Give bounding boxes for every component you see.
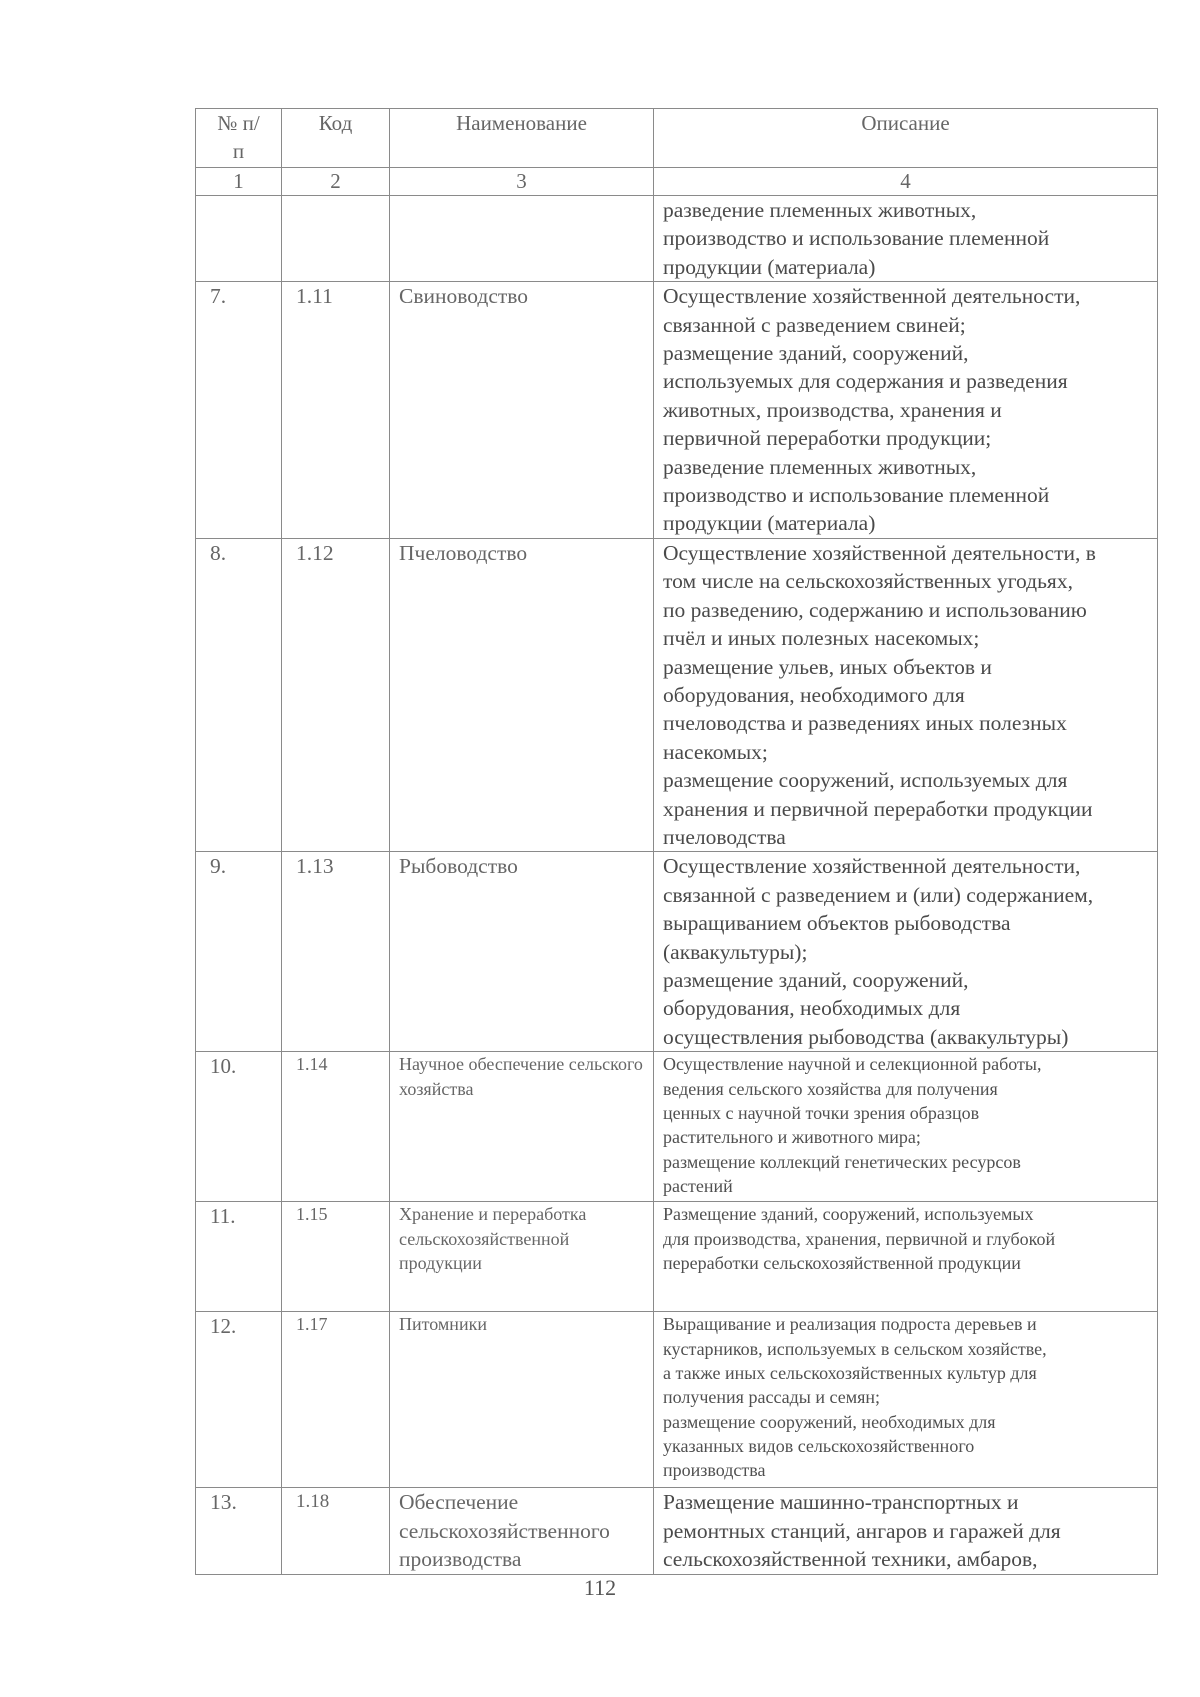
table-row [196, 1202, 1158, 1312]
description-line: указанных видов сельскохозяйственного [663, 1435, 975, 1456]
description-line: получения рассады и семян; [663, 1387, 881, 1408]
description-line: насекомых; [663, 739, 768, 764]
description-line: связанной с разведением свиней; [663, 312, 966, 337]
table-row [196, 196, 1158, 282]
row-number: 13. [196, 1488, 282, 1574]
row-code: 1.12 [282, 538, 390, 851]
table-row [196, 1052, 1158, 1202]
description-line: пчеловодства [663, 824, 786, 849]
row-number [196, 196, 282, 282]
description-line: животных, производства, хранения и [663, 397, 1002, 422]
description-line: для производства, хранения, первичной и глубокой [663, 1228, 1056, 1249]
row-name: Рыбоводство [390, 852, 654, 1052]
description-line: первичной переработки продукции; [663, 426, 992, 451]
description-line: используемых для содержания и разведения [663, 369, 1068, 394]
description-line: Осуществление хозяйственной деятельности, [663, 284, 1081, 309]
description-line: по разведению, содержанию и использованию [663, 597, 1087, 622]
row-name: Питомники [390, 1312, 654, 1488]
table-row [196, 282, 1158, 539]
description-line: продукции (материала) [663, 511, 876, 536]
row-description [654, 196, 1158, 282]
row-number: 9. [196, 852, 282, 1052]
row-number: 10. [196, 1052, 282, 1202]
description-line: разведение племенных животных, [663, 198, 977, 222]
description-line: оборудования, необходимого для [663, 682, 965, 707]
description-line: Размещение зданий, сооружений, используемых [663, 1204, 1034, 1225]
row-number: 11. [196, 1202, 282, 1312]
description-line: размещение сооружений, необходимых для [663, 1411, 996, 1432]
column-number: 3 [390, 168, 654, 196]
row-code [282, 196, 390, 282]
row-number: 7. [196, 282, 282, 539]
header-num: № п/п [196, 109, 282, 168]
description-line: осуществления рыбоводства (аквакультуры) [663, 1024, 1069, 1049]
row-name: Обеспечение сельскохозяйственного производства [390, 1488, 654, 1574]
description-line: переработки сельскохозяйственной продукции [663, 1252, 1021, 1273]
description-line: хранения и первичной переработки продукции [663, 796, 1093, 821]
description-line: (аквакультуры); [663, 939, 808, 964]
description-line: разведение племенных животных, [663, 454, 977, 479]
row-name: Свиноводство [390, 282, 654, 539]
row-code: 1.18 [282, 1488, 390, 1574]
row-description [654, 1488, 1158, 1574]
row-name: Хранение и переработка сельскохозяйственной продукции [390, 1202, 654, 1312]
description-line: а также иных сельскохозяйственных культур для [663, 1362, 1037, 1383]
header-row [196, 109, 1158, 168]
page-number: 112 [583, 1575, 617, 1600]
row-name: Пчеловодство [390, 538, 654, 851]
table-row [196, 852, 1158, 1052]
header-desc: Описание [654, 109, 1158, 168]
description-line: размещение зданий, сооружений, [663, 967, 969, 992]
description-line: выращиванием объектов рыбоводства [663, 911, 1011, 936]
row-code: 1.17 [282, 1312, 390, 1488]
description-line: Осуществление хозяйственной деятельности, в [663, 540, 1096, 565]
description-line: ценных с научной точки зрения образцов [663, 1102, 980, 1123]
description-line: сельскохозяйственной техники, амбаров, [663, 1547, 1038, 1572]
description-line: Размещение машинно-транспортных и [663, 1490, 1019, 1515]
table-row [196, 538, 1158, 851]
description-line: кустарников, используемых в сельском хозяйстве, [663, 1338, 1047, 1359]
row-name [390, 196, 654, 282]
description-line: связанной с разведением и (или) содержанием, [663, 882, 1094, 907]
description-line: растительного и животного мира; [663, 1127, 921, 1148]
row-code: 1.13 [282, 852, 390, 1052]
description-line: пчеловодства и разведениях иных полезных [663, 711, 1067, 736]
description-line: Осуществление хозяйственной деятельности, [663, 854, 1081, 879]
row-code: 1.14 [282, 1052, 390, 1202]
description-line: пчёл и иных полезных насекомых; [663, 626, 980, 651]
description-line: размещение зданий, сооружений, [663, 341, 969, 366]
row-description [654, 852, 1158, 1052]
column-number-row [196, 168, 1158, 196]
row-description [654, 282, 1158, 539]
row-number: 12. [196, 1312, 282, 1488]
row-code: 1.15 [282, 1202, 390, 1312]
column-number: 4 [654, 168, 1158, 196]
row-code: 1.11 [282, 282, 390, 539]
land-use-table [195, 108, 1158, 1575]
description-line: Осуществление научной и селекционной работы, [663, 1054, 1042, 1075]
row-name: Научное обеспечение сельского хозяйства [390, 1052, 654, 1202]
row-description [654, 538, 1158, 851]
row-number: 8. [196, 538, 282, 851]
description-line: ремонтных станций, ангаров и гаражей для [663, 1518, 1061, 1543]
description-line: том числе на сельскохозяйственных угодьях, [663, 569, 1073, 594]
description-line: продукции (материала) [663, 254, 876, 279]
table-row [196, 1312, 1158, 1488]
description-line: производство и использование племенной [663, 483, 1050, 508]
description-line: растений [663, 1175, 733, 1196]
description-line: оборудования, необходимых для [663, 996, 961, 1021]
description-line: производство и использование племенной [663, 226, 1050, 251]
description-line: Выращивание и реализация подроста деревьев и [663, 1314, 1037, 1335]
description-line: размещение ульев, иных объектов и [663, 654, 992, 679]
row-description [654, 1312, 1158, 1488]
description-line: размещение коллекций генетических ресурсов [663, 1151, 1021, 1172]
column-number: 1 [196, 168, 282, 196]
table-row [196, 1488, 1158, 1574]
header-name: Наименование [390, 109, 654, 168]
column-number: 2 [282, 168, 390, 196]
description-line: производства [663, 1460, 766, 1481]
row-description [654, 1052, 1158, 1202]
header-code: Код [282, 109, 390, 168]
description-line: размещение сооружений, используемых для [663, 768, 1068, 793]
description-line: ведения сельского хозяйства для получения [663, 1078, 998, 1099]
row-description [654, 1202, 1158, 1312]
